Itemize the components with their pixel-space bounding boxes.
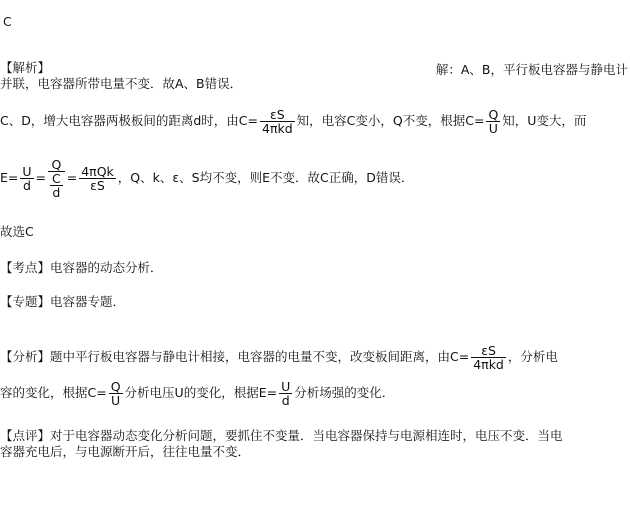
- e-post: ，Q、k、ε、S均不变，则E不变．故C正确，D错误．: [117, 170, 414, 185]
- dianping-line-2: 容器充电后，与电源断开后，往往电量不变．: [0, 444, 251, 459]
- jiexi-cd-line: [0, 108, 586, 135]
- dianping-line-1: 【点评】对于电容器动态变化分析问题，要抓住不变量．当电容器保持与电源相连时，电压不变．当电: [0, 428, 563, 443]
- q-over-u-fraction: $\frac{Q}{U}$: [488, 107, 499, 136]
- field-strength-fraction: $\frac{\text{4πQk}}{\varepsilon S}$: [81, 164, 114, 193]
- fenxi-q-over-u-fraction: $\frac{Q}{U}$: [110, 379, 121, 408]
- q-over-c-over-d-fraction: $\frac{Q}{\frac{C}{d}}$: [48, 158, 65, 199]
- jiexi-right-text: 解：A、B，平行板电容器与静电计: [435, 62, 628, 77]
- cd-mid: 知，电容C变小，Q不变，根据C=: [296, 113, 485, 128]
- answer-letter: C: [3, 14, 12, 29]
- capacitance-formula: $\frac{\varepsilon S}{\text{4πkd}}$: [262, 107, 293, 136]
- e-pre: E=: [0, 170, 19, 185]
- jiexi-e-line: E= $\frac{U}{d}$ = $\frac{Q}{\frac{C}{d}}$ = $\frac{\text{4πQk}}{\varepsilon S}$ ，Q、k、ε、S均不变，则E不变．故C正确，D错误．: [0, 157, 414, 200]
- jiexi-tag: 【解析】: [0, 60, 51, 75]
- fenxi-capacitance-formula: $\frac{\varepsilon S}{\text{4πkd}}$: [473, 343, 504, 372]
- conclusion: 故选C: [0, 224, 34, 239]
- zhuanti-line: 【专题】电容器专题．: [0, 294, 126, 309]
- kaodian-line: 【考点】电容器的动态分析．: [0, 260, 163, 275]
- cd-post: 知，U变大，而: [502, 113, 587, 128]
- jiexi-line-2: 并联，电容器所带电量不变．故A、B错误．: [0, 76, 243, 91]
- u-over-d-fraction: $\frac{U}{d}$: [22, 164, 32, 193]
- fenxi-line-1: 【分析】题中平行板电容器与静电计相接，电容器的电量不变，改变板间距离，由C= $\frac{\varepsilon S}{\text{4πkd}}$ ，分析电: [0, 343, 558, 372]
- fenxi-u-over-d-fraction: $\frac{U}{d}$: [281, 379, 291, 408]
- fenxi-line-2: 容的变化，根据C= $\frac{Q}{U}$ 分析电压U的变化，根据E= $\frac{U}{d}$ 分析场强的变化．: [0, 379, 395, 408]
- cd-pre: C、D，增大电容器两极板间的距离d时，由C=: [0, 113, 258, 128]
